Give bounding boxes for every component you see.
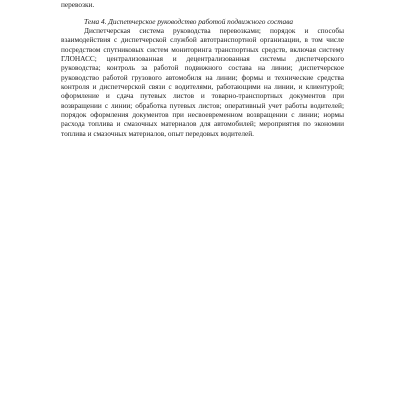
topic-heading: Тема 4. Диспетчерское руководство работой подвижного состава: [84, 17, 293, 26]
previous-page-tail-text: перевозки.: [61, 0, 95, 9]
topic-body-paragraph: Диспетчерская система руководства перевозками; порядок и способы взаимодействия с диспетчерской службой автотранспортной организации, в том числе посредством спутниковых систем мониторинга транспортных средств, включая систему ГЛОНАСС; централизованная и децентрализованная системы диспетчерского руководства; контроль за работой подвижного состава на линии; диспетчерское руководство работой грузового автомобиля на линии; формы и технические средства контроля и диспетчерской связи с водителями, работающими на линии, и клиентурой; оформление и сдача путевых листов и товарно-транспортных документов при возвращении с линии; обработка путевых листов; оперативный учет работы водителей; порядок оформления документов при несвоевременном возвращении с линии; нормы расхода топлива и смазочных материалов для автомобилей; мероприятия по экономии топлива и смазочных материалов, опыт передовых водителей.: [61, 26, 344, 138]
